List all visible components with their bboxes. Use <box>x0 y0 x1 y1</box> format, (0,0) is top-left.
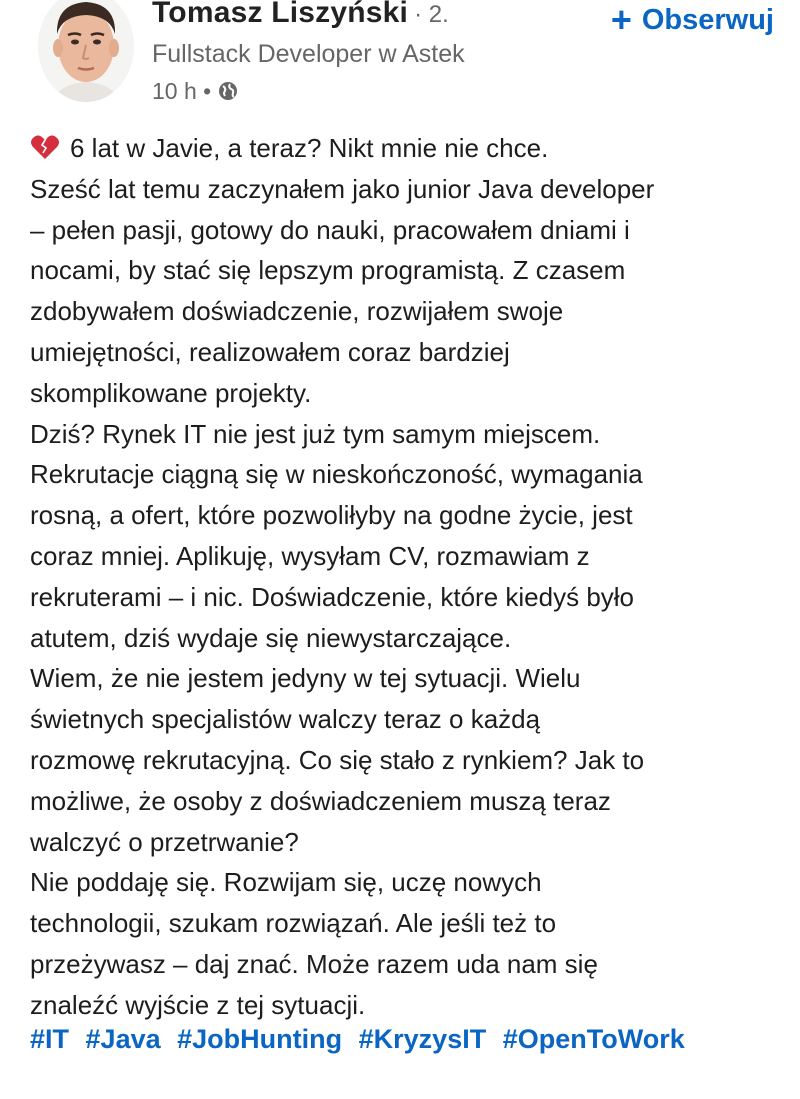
post-header <box>0 0 800 112</box>
hashtag-link[interactable]: #OpenToWork <box>502 1024 685 1054</box>
hashtag-list <box>30 1024 694 1055</box>
post-line: rozmowę rekrutacyjną. Co się stało z rynkiem? Jak to <box>30 744 645 775</box>
post-line: Dziś? Rynek IT nie jest już tym samym miejscem. <box>30 418 601 449</box>
post-line: rekruterami – i nic. Doświadczenie, które kiedyś było <box>30 581 635 612</box>
hashtag-link[interactable]: #IT <box>30 1024 70 1054</box>
post-line: rosną, a ofert, które pozwoliłyby na godne życie, jest <box>30 500 633 531</box>
broken-heart-icon <box>30 131 60 157</box>
post-time: 10 h • <box>152 77 212 104</box>
post-line: umiejętności, realizowałem coraz bardziej <box>30 336 510 367</box>
post-body <box>30 128 790 1026</box>
post-line: Rekrutacje ciągną się w nieskończoność, wymagania <box>30 459 643 490</box>
post-meta <box>152 76 239 106</box>
post-line: zdobywałem doświadczenie, rozwijałem swoje <box>30 296 564 327</box>
plus-icon: + <box>610 0 632 40</box>
post-line: atutem, dziś wydaje się niewystarczające. <box>30 622 512 653</box>
post-line: świetnych specjalistów walczy teraz o każdą <box>30 704 541 735</box>
hashtag-link[interactable]: #JobHunting <box>177 1024 343 1054</box>
globe-icon <box>217 80 239 102</box>
author-name[interactable]: Tomasz Liszyński <box>152 0 409 29</box>
post-line: nocami, by stać się lepszym programistą. Z czasem <box>30 255 626 286</box>
post-line: skomplikowane projekty. <box>30 377 312 408</box>
post-line: 6 lat w Javie, a teraz? Nikt mnie nie chce. <box>30 128 790 169</box>
post-line: technologii, szukam rozwiązań. Ale jeśli też to <box>30 908 557 939</box>
hashtag-link[interactable]: #KryzysIT <box>358 1024 487 1054</box>
follow-button[interactable] <box>611 0 774 40</box>
post-line: – pełen pasji, gotowy do nauki, pracowałem dniami i <box>30 214 630 245</box>
post-line: walczyć o przetrwanie? <box>30 826 299 857</box>
connection-degree: · 2. <box>414 1 449 28</box>
post-line: coraz mniej. Aplikuję, wysyłam CV, rozmawiam z <box>30 540 590 571</box>
post-line: możliwe, że osoby z doświadczeniem muszą teraz <box>30 785 611 816</box>
follow-button-label: Obserwuj <box>641 3 774 36</box>
post-line: znaleźć wyjście z tej sytuacji. <box>30 989 366 1020</box>
post-line: Wiem, że nie jestem jedyny w tej sytuacji. Wielu <box>30 663 581 694</box>
hashtag-link[interactable]: #Java <box>85 1024 161 1054</box>
post-line: Nie poddaję się. Rozwijam się, uczę nowych <box>30 867 542 898</box>
post-line: przeżywasz – daj znać. Może razem uda nam się <box>30 948 598 979</box>
author-headline: Fullstack Developer w Astek <box>152 40 465 68</box>
post-line: Sześć lat temu zaczynałem jako junior Java developer <box>30 173 655 204</box>
author-name-row[interactable] <box>152 0 449 32</box>
avatar[interactable] <box>38 0 134 102</box>
